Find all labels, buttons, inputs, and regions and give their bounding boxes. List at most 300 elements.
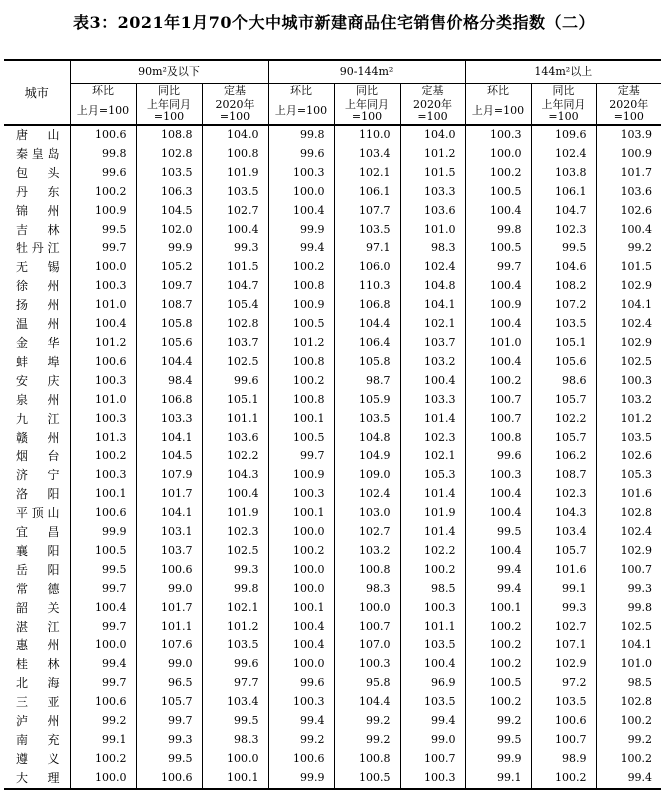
index-value: 103.4 xyxy=(202,693,268,712)
table-row xyxy=(4,296,661,315)
index-value: 100.7 xyxy=(334,618,400,637)
table-title: 表3：2021年1月70个大中城市新建商品住宅销售价格分类指数（二） xyxy=(72,13,596,32)
city-name: 泸州 xyxy=(16,714,60,729)
index-value: 101.7 xyxy=(136,599,202,618)
index-value: 105.2 xyxy=(136,258,202,277)
index-value: 108.7 xyxy=(531,466,596,485)
index-value: 103.5 xyxy=(400,636,465,655)
index-value: 100.5 xyxy=(268,429,334,448)
base-header: 上年同月=100 xyxy=(531,98,596,125)
index-value: 103.4 xyxy=(334,145,400,164)
index-value: 100.6 xyxy=(268,750,334,769)
index-value: 105.7 xyxy=(531,429,596,448)
index-value: 98.6 xyxy=(531,372,596,391)
city-name: 九江 xyxy=(16,411,60,426)
city-column-header: 城市 xyxy=(4,60,70,125)
index-value: 100.2 xyxy=(268,372,334,391)
city-name: 常德 xyxy=(16,581,60,596)
index-value: 104.7 xyxy=(531,202,596,221)
index-value: 100.3 xyxy=(400,769,465,789)
base-header: 2020年=100 xyxy=(400,98,465,125)
city-name: 吉林 xyxy=(16,222,60,237)
index-value: 99.6 xyxy=(268,674,334,693)
index-value: 102.8 xyxy=(596,693,661,712)
index-value: 100.2 xyxy=(70,183,136,202)
index-value: 100.5 xyxy=(334,769,400,789)
index-value: 106.8 xyxy=(334,296,400,315)
index-value: 105.1 xyxy=(531,334,596,353)
index-value: 102.3 xyxy=(531,485,596,504)
index-value: 103.5 xyxy=(334,221,400,240)
index-value: 99.0 xyxy=(136,580,202,599)
index-value: 99.7 xyxy=(70,580,136,599)
index-value: 102.9 xyxy=(531,655,596,674)
index-value: 104.1 xyxy=(400,296,465,315)
index-value: 102.3 xyxy=(400,429,465,448)
index-value: 100.9 xyxy=(268,466,334,485)
index-value: 105.9 xyxy=(334,391,400,410)
table-row xyxy=(4,693,661,712)
index-value: 99.7 xyxy=(70,618,136,637)
index-value: 100.3 xyxy=(268,164,334,183)
index-value: 100.2 xyxy=(465,693,531,712)
index-value: 104.4 xyxy=(136,353,202,372)
index-value: 104.9 xyxy=(334,447,400,466)
table-row xyxy=(4,731,661,750)
base-header: 上月=100 xyxy=(268,98,334,125)
index-value: 100.8 xyxy=(268,391,334,410)
index-value: 103.9 xyxy=(596,125,661,145)
index-value: 100.0 xyxy=(268,523,334,542)
index-value: 99.4 xyxy=(400,712,465,731)
index-value: 107.0 xyxy=(334,636,400,655)
index-value: 99.2 xyxy=(70,712,136,731)
index-value: 102.4 xyxy=(596,523,661,542)
metric-header-row xyxy=(4,84,661,99)
index-value: 100.0 xyxy=(70,769,136,789)
metric-header: 定基 xyxy=(596,84,661,99)
table-row xyxy=(4,145,661,164)
index-value: 99.5 xyxy=(70,561,136,580)
index-value: 106.1 xyxy=(334,183,400,202)
table-row xyxy=(4,391,661,410)
index-value: 99.9 xyxy=(136,239,202,258)
index-value: 100.5 xyxy=(465,674,531,693)
index-value: 99.3 xyxy=(136,731,202,750)
index-value: 100.1 xyxy=(465,599,531,618)
table-row xyxy=(4,599,661,618)
index-value: 106.2 xyxy=(531,447,596,466)
index-value: 103.6 xyxy=(596,183,661,202)
index-value: 105.7 xyxy=(136,693,202,712)
index-value: 101.1 xyxy=(202,410,268,429)
index-value: 99.2 xyxy=(334,731,400,750)
index-value: 110.0 xyxy=(334,125,400,145)
index-value: 98.5 xyxy=(400,580,465,599)
base-header: 2020年=100 xyxy=(596,98,661,125)
index-value: 100.6 xyxy=(70,693,136,712)
index-value: 100.0 xyxy=(70,258,136,277)
index-value: 100.6 xyxy=(531,712,596,731)
index-value: 100.4 xyxy=(70,315,136,334)
index-value: 100.6 xyxy=(136,769,202,789)
index-value: 100.9 xyxy=(70,202,136,221)
index-value: 100.2 xyxy=(268,542,334,561)
index-value: 99.9 xyxy=(465,750,531,769)
index-value: 102.6 xyxy=(596,447,661,466)
index-value: 100.3 xyxy=(70,466,136,485)
index-value: 105.1 xyxy=(202,391,268,410)
city-name: 桂林 xyxy=(16,657,60,672)
table-row xyxy=(4,447,661,466)
index-value: 101.3 xyxy=(70,429,136,448)
index-value: 101.0 xyxy=(465,334,531,353)
city-name: 襄阳 xyxy=(16,543,60,558)
index-value: 102.1 xyxy=(202,599,268,618)
city-name: 无锡 xyxy=(16,260,60,275)
index-value: 99.8 xyxy=(70,145,136,164)
index-value: 100.4 xyxy=(465,485,531,504)
city-name: 徐州 xyxy=(16,279,60,294)
index-value: 103.5 xyxy=(596,429,661,448)
city-name: 包头 xyxy=(16,165,60,180)
index-value: 100.4 xyxy=(268,636,334,655)
index-value: 101.0 xyxy=(70,391,136,410)
index-value: 101.9 xyxy=(400,504,465,523)
table-row xyxy=(4,561,661,580)
city-name: 济宁 xyxy=(16,468,60,483)
index-value: 99.3 xyxy=(202,561,268,580)
index-value: 100.4 xyxy=(465,202,531,221)
index-value: 100.0 xyxy=(70,636,136,655)
index-value: 100.3 xyxy=(70,372,136,391)
index-value: 101.6 xyxy=(531,561,596,580)
index-value: 102.6 xyxy=(596,202,661,221)
index-value: 100.4 xyxy=(268,618,334,637)
index-value: 107.9 xyxy=(136,466,202,485)
index-value: 101.1 xyxy=(400,618,465,637)
index-value: 99.4 xyxy=(596,769,661,789)
index-value: 100.6 xyxy=(70,353,136,372)
index-value: 102.4 xyxy=(334,485,400,504)
index-value: 101.2 xyxy=(202,618,268,637)
city-name: 丹东 xyxy=(16,184,60,199)
city-name: 牡丹江 xyxy=(16,241,60,256)
index-value: 104.1 xyxy=(136,504,202,523)
index-value: 97.1 xyxy=(334,239,400,258)
index-value: 104.8 xyxy=(334,429,400,448)
index-value: 103.8 xyxy=(531,164,596,183)
index-value: 99.8 xyxy=(268,125,334,145)
index-value: 100.0 xyxy=(334,599,400,618)
index-value: 99.6 xyxy=(202,655,268,674)
base-header: 上年同月=100 xyxy=(136,98,202,125)
index-value: 104.3 xyxy=(202,466,268,485)
index-value: 109.7 xyxy=(136,277,202,296)
index-value: 99.9 xyxy=(268,769,334,789)
city-name: 唐山 xyxy=(16,128,60,142)
index-value: 99.5 xyxy=(531,239,596,258)
metric-header: 定基 xyxy=(202,84,268,99)
index-value: 100.4 xyxy=(202,485,268,504)
index-value: 102.1 xyxy=(334,164,400,183)
price-index-table xyxy=(4,59,661,790)
index-value: 99.2 xyxy=(268,731,334,750)
index-value: 100.2 xyxy=(465,618,531,637)
table-row xyxy=(4,466,661,485)
index-value: 103.6 xyxy=(202,429,268,448)
index-value: 102.2 xyxy=(400,542,465,561)
index-value: 100.3 xyxy=(268,693,334,712)
index-value: 101.0 xyxy=(400,221,465,240)
index-value: 106.8 xyxy=(136,391,202,410)
index-value: 102.1 xyxy=(400,315,465,334)
index-value: 103.5 xyxy=(136,164,202,183)
index-value: 104.5 xyxy=(136,202,202,221)
index-value: 101.6 xyxy=(596,485,661,504)
index-value: 99.5 xyxy=(202,712,268,731)
index-value: 102.2 xyxy=(202,447,268,466)
index-value: 100.3 xyxy=(465,466,531,485)
index-value: 99.4 xyxy=(465,580,531,599)
index-value: 99.4 xyxy=(70,655,136,674)
index-value: 100.2 xyxy=(465,655,531,674)
index-value: 100.8 xyxy=(268,277,334,296)
index-value: 105.7 xyxy=(531,542,596,561)
index-value: 102.5 xyxy=(202,542,268,561)
index-value: 98.3 xyxy=(202,731,268,750)
index-value: 99.5 xyxy=(70,221,136,240)
index-value: 100.4 xyxy=(70,599,136,618)
index-value: 99.1 xyxy=(465,769,531,789)
index-value: 95.8 xyxy=(334,674,400,693)
index-value: 99.2 xyxy=(465,712,531,731)
index-value: 100.5 xyxy=(70,542,136,561)
city-name: 大理 xyxy=(16,770,60,785)
index-value: 98.9 xyxy=(531,750,596,769)
index-value: 100.6 xyxy=(136,561,202,580)
city-name: 宜昌 xyxy=(16,525,60,540)
index-value: 99.6 xyxy=(268,145,334,164)
index-value: 100.4 xyxy=(465,315,531,334)
index-value: 101.7 xyxy=(596,164,661,183)
index-value: 105.6 xyxy=(136,334,202,353)
index-value: 99.6 xyxy=(70,164,136,183)
index-value: 103.7 xyxy=(202,334,268,353)
index-value: 104.0 xyxy=(400,125,465,145)
table-row xyxy=(4,580,661,599)
index-value: 105.4 xyxy=(202,296,268,315)
index-value: 100.1 xyxy=(268,504,334,523)
table-row xyxy=(4,315,661,334)
index-value: 100.3 xyxy=(334,655,400,674)
table-row xyxy=(4,353,661,372)
city-name: 韶关 xyxy=(16,600,60,615)
index-value: 100.3 xyxy=(70,277,136,296)
index-value: 100.1 xyxy=(268,599,334,618)
index-value: 99.4 xyxy=(268,712,334,731)
index-value: 100.6 xyxy=(70,125,136,145)
index-value: 104.6 xyxy=(531,258,596,277)
index-value: 99.5 xyxy=(465,731,531,750)
index-value: 106.3 xyxy=(136,183,202,202)
table-row xyxy=(4,523,661,542)
index-value: 105.6 xyxy=(531,353,596,372)
index-value: 99.7 xyxy=(136,712,202,731)
index-value: 98.5 xyxy=(596,674,661,693)
index-value: 101.0 xyxy=(596,655,661,674)
city-name: 安庆 xyxy=(16,373,60,388)
index-value: 102.2 xyxy=(531,410,596,429)
index-value: 102.5 xyxy=(596,618,661,637)
index-value: 103.5 xyxy=(531,693,596,712)
index-value: 100.4 xyxy=(400,655,465,674)
table-row xyxy=(4,429,661,448)
index-value: 99.7 xyxy=(70,239,136,258)
index-value: 99.5 xyxy=(465,523,531,542)
index-value: 100.1 xyxy=(202,769,268,789)
index-value: 106.0 xyxy=(334,258,400,277)
table-row xyxy=(4,334,661,353)
index-value: 104.0 xyxy=(202,125,268,145)
metric-header: 环比 xyxy=(70,84,136,99)
index-value: 105.8 xyxy=(334,353,400,372)
index-value: 99.4 xyxy=(268,239,334,258)
index-value: 103.3 xyxy=(400,391,465,410)
index-value: 100.7 xyxy=(596,561,661,580)
metric-header: 同比 xyxy=(531,84,596,99)
index-value: 96.5 xyxy=(136,674,202,693)
index-value: 103.7 xyxy=(400,334,465,353)
index-value: 99.2 xyxy=(596,239,661,258)
table-row xyxy=(4,277,661,296)
index-value: 101.2 xyxy=(596,410,661,429)
index-value: 99.9 xyxy=(70,523,136,542)
index-value: 103.3 xyxy=(400,183,465,202)
index-value: 103.4 xyxy=(531,523,596,542)
index-value: 99.0 xyxy=(400,731,465,750)
table-body xyxy=(4,125,661,789)
index-value: 100.3 xyxy=(596,372,661,391)
index-value: 98.3 xyxy=(400,239,465,258)
table-row xyxy=(4,202,661,221)
index-value: 100.2 xyxy=(465,636,531,655)
index-value: 100.0 xyxy=(268,580,334,599)
index-value: 100.4 xyxy=(596,221,661,240)
index-value: 100.2 xyxy=(596,712,661,731)
metric-header: 同比 xyxy=(136,84,202,99)
base-header: 上年同月=100 xyxy=(334,98,400,125)
group-header-medium: 90-144m² xyxy=(268,60,465,84)
index-value: 98.3 xyxy=(334,580,400,599)
table-row xyxy=(4,769,661,789)
city-name: 金华 xyxy=(16,335,60,350)
city-name: 泉州 xyxy=(16,392,60,407)
index-value: 100.0 xyxy=(268,655,334,674)
index-value: 100.4 xyxy=(268,202,334,221)
table-row xyxy=(4,504,661,523)
index-value: 96.9 xyxy=(400,674,465,693)
index-value: 103.2 xyxy=(596,391,661,410)
group-header-large: 144m²以上 xyxy=(465,60,661,84)
index-value: 98.4 xyxy=(136,372,202,391)
table-row xyxy=(4,372,661,391)
index-value: 100.2 xyxy=(268,258,334,277)
index-value: 103.5 xyxy=(202,636,268,655)
index-value: 101.7 xyxy=(136,485,202,504)
index-value: 100.1 xyxy=(268,410,334,429)
city-name: 洛阳 xyxy=(16,487,60,502)
index-value: 101.4 xyxy=(400,410,465,429)
metric-header: 定基 xyxy=(400,84,465,99)
index-value: 100.2 xyxy=(400,561,465,580)
index-value: 100.2 xyxy=(531,769,596,789)
index-value: 100.5 xyxy=(465,183,531,202)
index-value: 99.7 xyxy=(465,258,531,277)
city-name: 秦皇岛 xyxy=(16,146,60,161)
index-value: 101.5 xyxy=(202,258,268,277)
index-value: 105.7 xyxy=(531,391,596,410)
index-value: 104.1 xyxy=(596,636,661,655)
index-value: 109.0 xyxy=(334,466,400,485)
table-row xyxy=(4,183,661,202)
index-value: 98.7 xyxy=(334,372,400,391)
table-row xyxy=(4,655,661,674)
metric-header: 同比 xyxy=(334,84,400,99)
base-header-row xyxy=(4,98,661,125)
index-value: 100.9 xyxy=(596,145,661,164)
city-name: 赣州 xyxy=(16,430,60,445)
index-value: 100.2 xyxy=(70,750,136,769)
base-header: 上月=100 xyxy=(70,98,136,125)
index-value: 100.8 xyxy=(334,750,400,769)
city-name: 平顶山 xyxy=(16,506,60,521)
index-value: 104.8 xyxy=(400,277,465,296)
index-value: 101.1 xyxy=(136,618,202,637)
index-value: 101.9 xyxy=(202,504,268,523)
index-value: 97.2 xyxy=(531,674,596,693)
index-value: 106.1 xyxy=(531,183,596,202)
index-value: 100.9 xyxy=(465,296,531,315)
index-value: 104.3 xyxy=(531,504,596,523)
table-row xyxy=(4,125,661,145)
index-value: 102.8 xyxy=(202,315,268,334)
index-value: 103.2 xyxy=(334,542,400,561)
city-name: 锦州 xyxy=(16,203,60,218)
base-header: 上月=100 xyxy=(465,98,531,125)
index-value: 103.1 xyxy=(136,523,202,542)
index-value: 100.8 xyxy=(334,561,400,580)
index-value: 100.8 xyxy=(268,353,334,372)
index-value: 102.9 xyxy=(596,334,661,353)
index-value: 99.3 xyxy=(596,580,661,599)
index-value: 102.9 xyxy=(596,277,661,296)
index-value: 108.8 xyxy=(136,125,202,145)
city-name: 惠州 xyxy=(16,638,60,653)
index-value: 100.0 xyxy=(268,183,334,202)
table-row xyxy=(4,750,661,769)
city-name: 遵义 xyxy=(16,751,60,766)
city-name: 岳阳 xyxy=(16,562,60,577)
city-name: 三亚 xyxy=(16,695,60,710)
city-name: 烟台 xyxy=(16,449,60,464)
index-value: 105.3 xyxy=(400,466,465,485)
index-value: 99.9 xyxy=(268,221,334,240)
index-value: 99.6 xyxy=(465,447,531,466)
index-value: 103.5 xyxy=(334,410,400,429)
index-value: 104.1 xyxy=(596,296,661,315)
index-value: 100.2 xyxy=(70,447,136,466)
